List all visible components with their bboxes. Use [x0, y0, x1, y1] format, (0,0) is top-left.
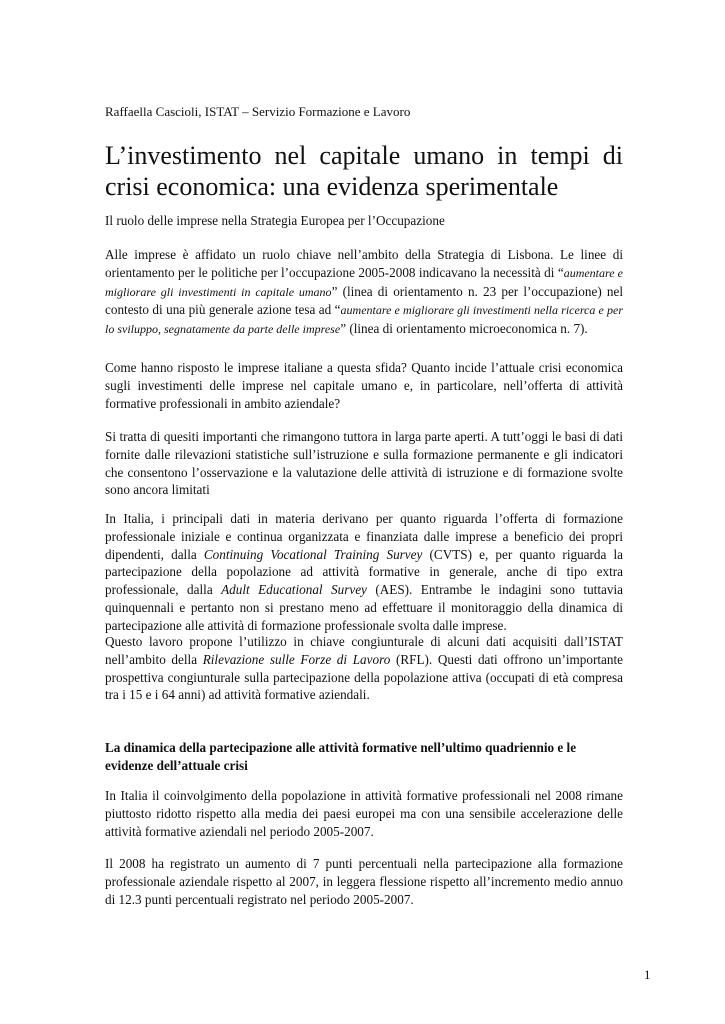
italic-survey-name: Continuing Vocational Training Survey	[203, 546, 423, 562]
text-run: ” (linea di orientamento n. 23 per l’occupazione) nel contesto di una più generale azione tesa ad “	[105, 283, 623, 318]
section-subtitle: Il ruolo delle imprese nella Strategia Europea per l’Occupazione	[105, 213, 445, 228]
section-heading-dynamics: La dinamica della partecipazione alle attività formative nell’ultimo quadriennio e le evidenze dell’attuale crisi	[105, 740, 577, 773]
italic-survey-name: Adult Educational Survey	[221, 582, 367, 598]
text-run: (CVTS) e, per quanto riguarda la partecipazione della popolazione ad attività formative in generale, anche di tipo extra professionale, dalla	[105, 546, 624, 598]
paragraph-italy-participation: In Italia il coinvolgimento della popolazione in attività formative professionali nel 2008 rimane piuttosto ridotto rispetto alla media dei paesi europei ma con una sensibile accelerazione delle attività formative aziendali nel periodo 2005-2007.	[105, 788, 623, 839]
paragraph-2008-increase: Il 2008 ha registrato un aumento di 7 punti percentuali nella partecipazione alla formazione professionale aziendale rispetto al 2007, in leggera flessione rispetto all’incremento medio annuo di 12.3 punti percentuali registrato nel periodo 2005-2007.	[105, 856, 623, 907]
text-run: (RFL). Questi dati offrono un’importante prospettiva congiunturale sulla partecipazione della popolazione attiva (occupati di età compresa tra i 15 e i 64 anni) ad attività formative aziendali.	[105, 651, 624, 703]
italic-survey-name: Rilevazione sulle Forze di Lavoro	[202, 651, 391, 667]
italic-quote: aumentare e migliorare gli investimenti in capitale umano	[105, 265, 624, 299]
author-line: Raffaella Cascioli, ISTAT – Servizio Formazione e Lavoro	[105, 104, 411, 119]
paragraph-data-sources	[105, 510, 623, 635]
text-run: Questo lavoro propone l’utilizzo in chiave congiunturale di alcuni dati acquisiti dall’ISTAT nell’ambito della	[105, 634, 623, 667]
text-run: (AES). Entrambe le indagini sono tuttavia quinquennali e pertanto non si prestano meno ad effettuare il monitoraggio della dinamica di partecipazione alle attività di formazione professionale svolta dalle imprese.	[105, 582, 623, 633]
text-run: Alle imprese è affidato un ruolo chiave nell’ambito della Strategia di Lisbona. Le linee di orientamento per le politiche per l’occupazione 2005-2008 indicavano la necessità di “	[105, 247, 623, 280]
paragraph-proposal	[105, 633, 623, 704]
italic-quote: aumentare e migliorare gli investimenti nella ricerca e per lo sviluppo, segnatamente da parte delle imprese	[105, 303, 623, 337]
paragraph-open-issues: Si tratta di quesiti importanti che rimangono tuttora in larga parte aperti. A tutt’oggi le basi di dati fornite dalle rilevazioni statistiche sull’istruzione e sulla formazione permanente e gli indicatori che consentono l’osservazione e la valutazione delle attività di istruzione e di formazione svolte sono ancora limitati	[105, 429, 623, 498]
text-run: ” (linea di orientamento microeconomica n. 7).	[340, 321, 588, 337]
page-number: 1	[644, 967, 651, 982]
paragraph-lisbon-strategy	[105, 246, 623, 339]
document-title: L’investimento nel capitale umano in tempi di crisi economica: una evidenza sperimentale	[105, 141, 623, 201]
paragraph-questions: Come hanno risposto le imprese italiane a questa sfida? Quanto incide l’attuale crisi economica sugli investimenti delle imprese nel capitale umano e, in particolare, nell’offerta di attività formative professionali in ambito aziendale?	[105, 360, 623, 411]
text-run: In Italia, i principali dati in materia derivano per quanto riguarda l’offerta di formazione professionale iniziale e continua organizzata e finanziata dalle imprese a beneficio dei propri dipendenti, dalla	[105, 511, 623, 562]
